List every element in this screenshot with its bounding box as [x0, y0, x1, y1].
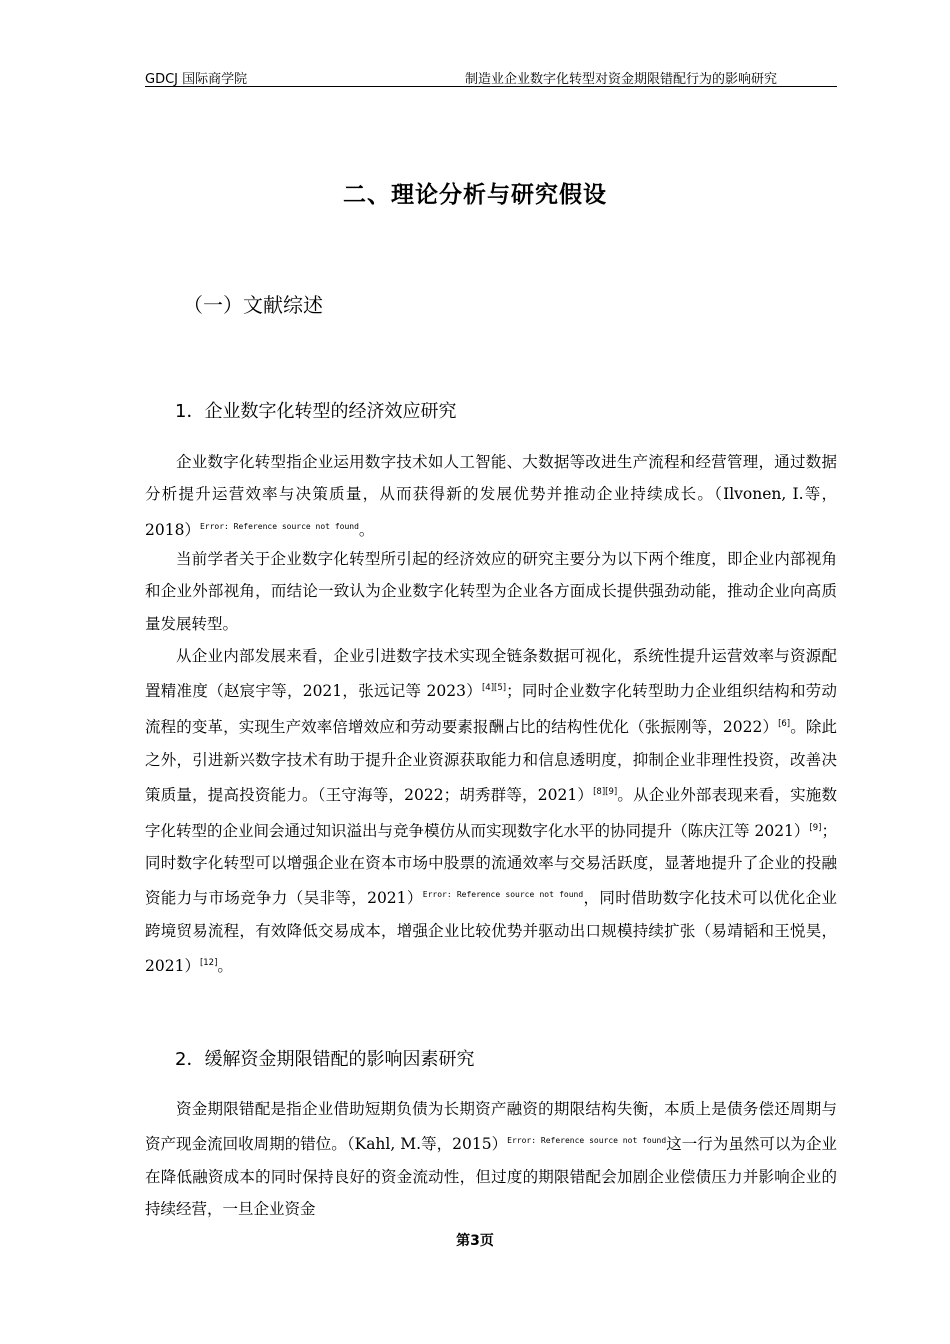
citation-9: [9] [809, 822, 822, 833]
reference-error-3: Error: Reference source not found [507, 1136, 667, 1146]
paragraph-3-part-d: 。从企业外部表现来看，实施数字化转型的企业间会通过知识溢出与竞争模仿从而实现数字化水平的协同提升（陈庆江等 2021） [145, 786, 837, 840]
page-number: 第3页 [456, 1233, 494, 1249]
paragraph-2: 当前学者关于企业数字化转型所引起的经济效应的研究主要分为以下两个维度，即企业内部视角和企业外部视角，而结论一致认为企业数字化转型为企业各方面成长提供强劲动能，推动企业向高质量发展转型。 [145, 550, 837, 633]
paragraph-3-part-b: ；同时企业数字化转型助力企业组织结构和劳动流程的变革，实现生产效率倍增效应和劳动要素报酬占比的结构性优化（张振刚等，2022） [145, 682, 837, 737]
chapter-title: 二、理论分析与研究假设 [343, 182, 607, 208]
reference-error-1: Error: Reference source not found [199, 521, 359, 531]
header-paper-title: 制造业企业数字化转型对资金期限错配行为的影响研究 [464, 72, 777, 87]
subsection-title-2: 2．缓解资金期限错配的影响因素研究 [175, 1049, 475, 1070]
paragraph-1-end: 。 [358, 520, 375, 539]
citation-8-9: [8][9] [593, 786, 618, 797]
citation-12: [12] [199, 958, 218, 969]
citation-4-5: [4][5] [481, 683, 507, 694]
paragraph-4-part-b: 这一行为虽然可以为企业在降低融资成本的同时保持良好的资金流动性，但过度的期限错配会加剧企业偿债压力并影响企业的持续经营，一旦企业资金 [145, 1135, 837, 1219]
paragraph-4-part-a: 资金期限错配是指企业借助短期负债为长期资产融资的期限结构失衡，本质上是债务偿还周期与资产现金流回收周期的错位。（Kahl, M.等，2015） [145, 1100, 837, 1154]
citation-6: [6] [778, 718, 791, 729]
paragraph-3-part-a: 从企业内部发展来看，企业引进数字技术实现全链条数据可视化，系统性提升运营效率与资源配置精准度（赵宸宇等，2021，张远记等 2023） [145, 647, 837, 701]
header-institution: GDCJ 国际商学院 [145, 72, 248, 87]
subsection-title-1: 1．企业数字化转型的经济效应研究 [175, 401, 457, 422]
paragraph-3-part-c: 。除此之外，引进新兴数字技术有助于提升企业资源获取能力和信息透明度，抑制企业非理性投资，改善决策质量，提高投资能力。（王守海等，2022；胡秀群等，2021） [145, 718, 837, 805]
paragraph-3-part-g: 。 [217, 957, 233, 976]
paragraph-4 [145, 1093, 837, 1226]
paragraph-3-part-f: ，同时借助数字化技术可以优化企业跨境贸易流程，有效降低交易成本，增强企业比较优势并驱动出口规模持续扩张（易靖韬和王悦昊，2021） [145, 889, 837, 976]
section-title: （一）文献综述 [183, 293, 323, 317]
page-header [145, 66, 837, 87]
reference-error-2: Error: Reference source not found [422, 890, 584, 900]
paragraph-3 [145, 640, 837, 983]
paragraph-3-part-e: ；同时数字化转型可以增强企业在资本市场中股票的流通效率与交易活跃度，显著地提升了企业的投融资能力与市场竞争力（吴非等，2021） [145, 821, 837, 908]
paragraph-1 [145, 446, 837, 546]
paragraph-1-text: 企业数字化转型指企业运用数字技术如人工智能、大数据等改进生产流程和经营管理，通过数据分析提升运营效率与决策质量，从而获得新的发展优势并推动企业持续成长。（Ilvonen, I.等，2018） [145, 453, 837, 539]
